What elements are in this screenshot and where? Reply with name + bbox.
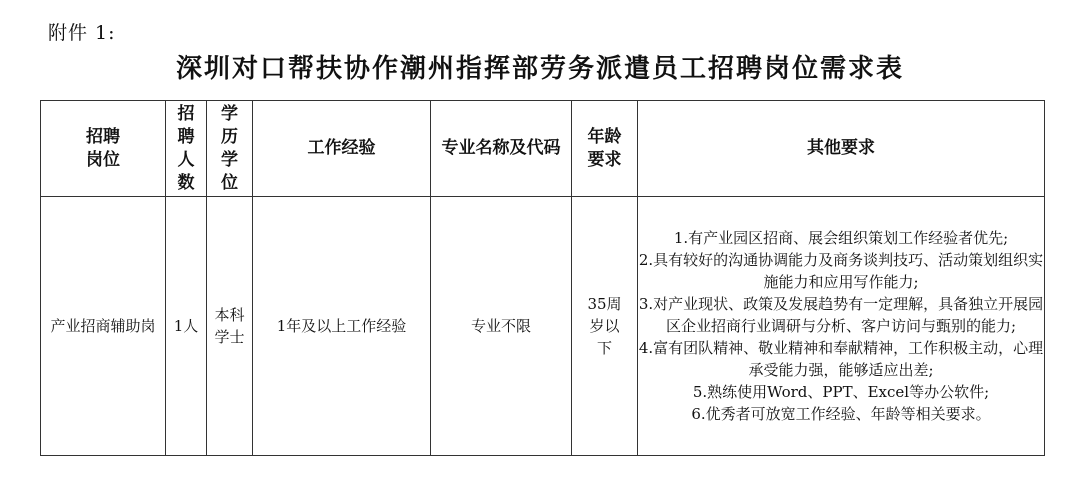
header-education: 学历学位 — [207, 101, 253, 197]
header-other: 其他要求 — [638, 101, 1045, 197]
table-row — [41, 197, 1045, 456]
requirement-item: 6.优秀者可放宽工作经验、年龄等相关要求。 — [691, 405, 991, 423]
table-header-row — [41, 101, 1045, 197]
header-headcount: 招聘人数 — [166, 101, 207, 197]
requirement-item: 1.有产业园区招商、展会组织策划工作经验者优先; — [673, 229, 1009, 247]
header-experience: 工作经验 — [253, 101, 431, 197]
cell-major: 专业不限 — [431, 197, 572, 456]
requirement-item: 3.对产业现状、政策及发展趋势有一定理解，具备独立开展园区企业招商行业调研与分析、客户访问与甄别的能力; — [638, 295, 1044, 335]
requirement-item: 2.具有较好的沟通协调能力及商务谈判技巧、活动策划组织实施能力和应用写作能力; — [638, 251, 1044, 291]
requirement-item: 4.富有团队精神、敬业精神和奉献精神，工作积极主动，心理承受能力强，能够适应出差; — [638, 339, 1044, 379]
cell-experience: 1年及以上工作经验 — [253, 197, 431, 456]
requirement-item: 5.熟练使用Word、PPT、Excel等办公软件; — [692, 383, 990, 401]
page-title: 深圳对口帮扶协作潮州指挥部劳务派遣员工招聘岗位需求表 — [175, 54, 904, 84]
cell-position: 产业招商辅助岗 — [41, 197, 166, 456]
cell-education: 本科学士 — [207, 197, 253, 456]
cell-headcount: 1人 — [166, 197, 207, 456]
cell-other-requirements — [638, 197, 1045, 456]
header-age: 年龄要求 — [572, 101, 638, 197]
header-major: 专业名称及代码 — [431, 101, 572, 197]
cell-age: 35周岁以下 — [572, 197, 638, 456]
requirements-table — [40, 100, 1045, 456]
header-position: 招聘岗位 — [41, 101, 166, 197]
attachment-label: 附件 1: — [48, 22, 116, 44]
